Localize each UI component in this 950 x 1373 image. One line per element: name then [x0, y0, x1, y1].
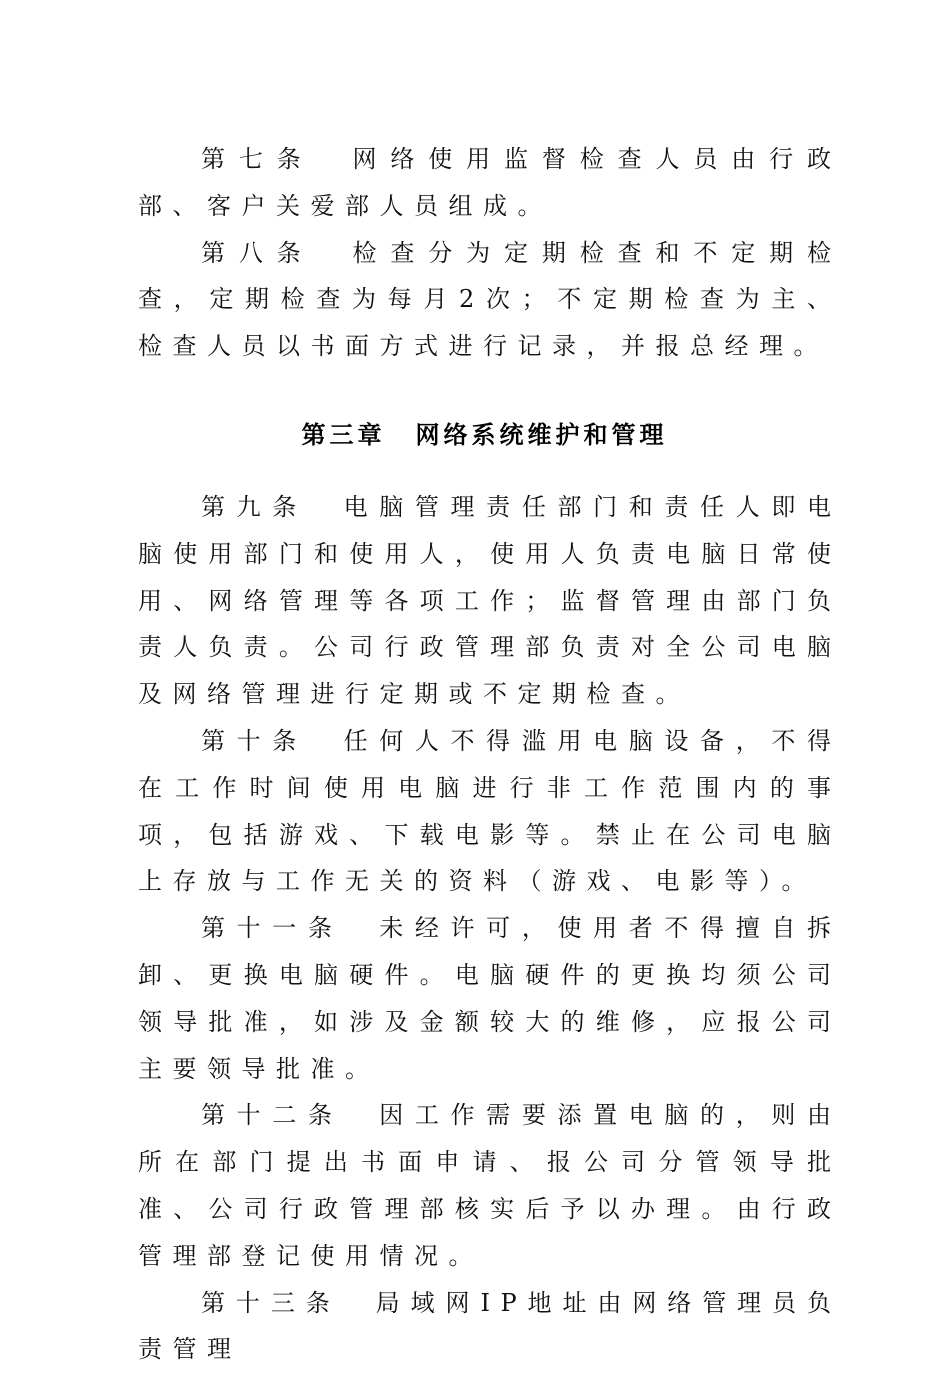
article-10: 第十条 任何人不得滥用电脑设备，不得在工作时间使用电脑进行非工作范围内的事项，包括游戏、下载电影等。禁止在公司电脑上存放与工作无关的资料（游戏、电影等）。	[138, 726, 842, 896]
article-7: 第七条 网络使用监督检查人员由行政部、客户关爱部人员组成。	[138, 145, 842, 220]
chapter-title: 网络系统维护和管理	[415, 420, 668, 449]
chapter-number: 第三章	[301, 420, 386, 449]
article-11: 第十一条 未经许可，使用者不得擅自拆卸、更换电脑硬件。电脑硬件的更换均须公司领导批准，如涉及金额较大的维修，应报公司主要领导批准。	[138, 914, 842, 1083]
chapter-heading	[138, 412, 831, 458]
article-8: 第八条 检查分为定期检查和不定期检查，定期检查为每月2次；不定期检查为主、检查人员以书面方式进行记录，并报总经理。	[138, 238, 842, 361]
article-9: 第九条 电脑管理责任部门和责任人即电脑使用部门和使用人，使用人负责电脑日常使用、网络管理等各项工作；监督管理由部门负责人负责。公司行政管理部负责对全公司电脑及网络管理进行定期或不定期检查。	[138, 492, 842, 709]
article-13: 第十三条 局域网IP地址由网络管理员负责管理	[138, 1288, 842, 1364]
document-body	[138, 136, 842, 1373]
article-12: 第十二条 因工作需要添置电脑的，则由所在部门提出书面申请、报公司分管领导批准、公司行政管理部核实后予以办理。由行政管理部登记使用情况。	[138, 1101, 842, 1270]
